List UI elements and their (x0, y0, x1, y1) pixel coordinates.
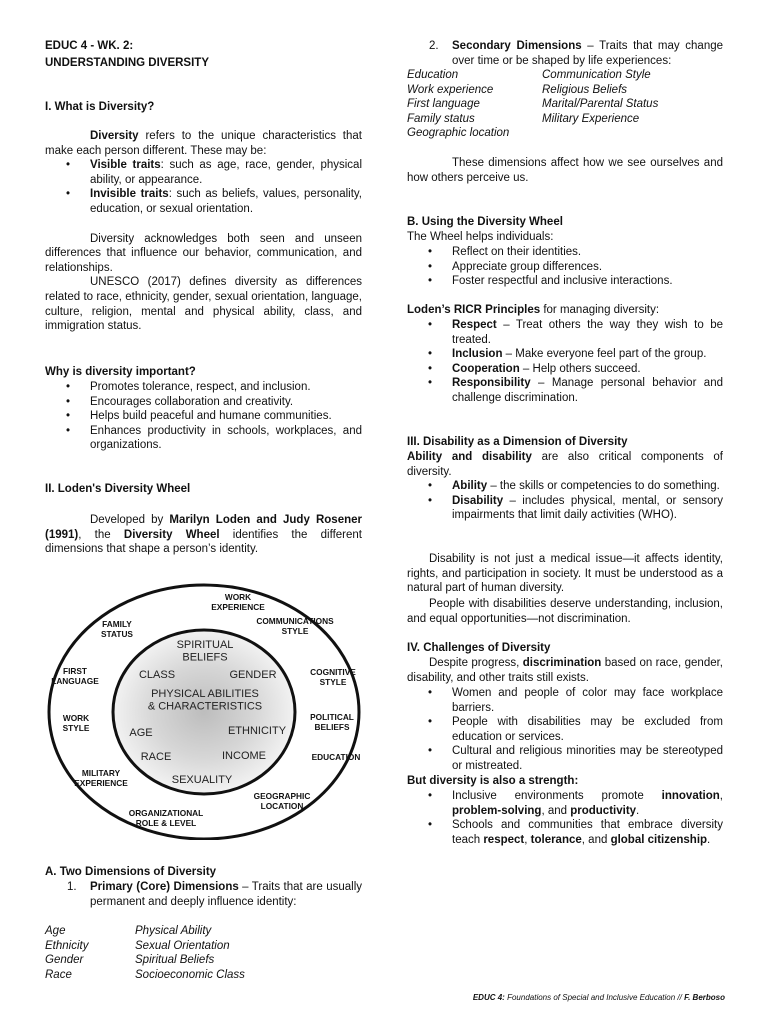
list-item: • Visible traits: such as age, race, gender, physical ability, or appearance. (45, 158, 362, 187)
wheel-use-intro: The Wheel helps individuals: (407, 231, 554, 243)
wheel-inner-label: & CHARACTERISTICS (147, 700, 263, 713)
paragraph: Diversity acknowledges both seen and unseen differences that influence our behavior, communication, and relationships. (45, 232, 362, 274)
wheel-outer-label: COGNITIVE (310, 667, 356, 677)
wheel-outer-label: WORK (62, 713, 90, 723)
wheel-outer-label: GEOGRAPHIC (253, 791, 311, 801)
list-item: • Promotes tolerance, respect, and inclusion. (45, 380, 362, 395)
wheel-inner-label: SEXUALITY (171, 774, 233, 786)
wheel-outer-label: FIRST (63, 666, 87, 676)
section-heading-using-wheel: B. Using the Diversity Wheel (407, 216, 563, 228)
paragraph: Despite progress, discrimination based on race, gender, disability, and other traits still exists. (407, 657, 723, 684)
ricr-list (407, 318, 723, 406)
list-item: • Disability – includes physical, mental, or sensory impairments that limit daily activities (WHO). (407, 494, 723, 523)
strength-list (407, 789, 723, 847)
list-item: • Cooperation – Help others succeed. (407, 362, 723, 377)
dimension: Socioeconomic Class (135, 968, 245, 981)
wheel-outer-label: MILITARY (81, 768, 121, 778)
wheel-intro: Developed by Marilyn Loden and Judy Rosener (1991), the Diversity Wheel identifies the different dimensions that shape a person’s identity. (45, 514, 362, 556)
paragraph: UNESCO (2017) defines diversity as differences related to race, ethnicity, gender, sexual orientation, language, culture, religion, mental and physical ability, class, and immigration status. (45, 276, 362, 333)
primary-dimension-table (45, 924, 362, 982)
diversity-definition: Diversity refers to the unique characteristics that make each person different. These may be: (45, 130, 362, 157)
list-item: • Inclusive environments promote innovation, problem-solving, and productivity. (407, 789, 723, 818)
list-item: • Encourages collaboration and creativity. (45, 395, 362, 410)
dimension: Spiritual Beliefs (135, 954, 215, 967)
wheel-inner-label: CLASS (138, 669, 176, 681)
wheel-use-list (407, 245, 723, 289)
trait-list (45, 158, 362, 216)
wheel-inner-label: ETHNICITY (227, 725, 287, 737)
wheel-outer-label: STYLE (62, 723, 90, 733)
dimension: Work experience (407, 83, 494, 96)
disability-intro: Ability and disability are also critical components of diversity. (407, 451, 723, 478)
diversity-wheel-diagram (45, 578, 365, 840)
wheel-outer-label: LOCATION (260, 801, 304, 811)
list-number: 2. (429, 40, 439, 52)
list-item: • Foster respectful and inclusive interactions. (407, 274, 723, 289)
wheel-outer-label: EXPERIENCE (211, 602, 265, 612)
section-heading-wheel: II. Loden's Diversity Wheel (45, 483, 191, 495)
dimension: Education (407, 69, 459, 81)
ricr-intro: Loden’s RICR Principles for managing diversity: (407, 304, 660, 316)
wheel-outer-label: STYLE (281, 626, 309, 636)
dimension: Communication Style (542, 69, 651, 81)
list-number: 1. (67, 881, 77, 893)
list-item: • Ability – the skills or competencies to do something. (407, 479, 723, 494)
wheel-outer-label: COMMUNICATIONS (256, 616, 334, 626)
dimension: Age (45, 925, 66, 937)
list-item: • Responsibility – Manage personal behavior and challenge discrimination. (407, 376, 723, 405)
wheel-outer-label: LANGUAGE (51, 676, 99, 686)
section-heading-dimensions: A. Two Dimensions of Diversity (45, 866, 217, 878)
wheel-outer-label: STYLE (319, 677, 347, 687)
dimension: First language (407, 98, 480, 111)
dimension: Military Experience (542, 112, 640, 125)
wheel-outer-label: EXPERIENCE (74, 778, 128, 788)
paragraph: People with disabilities deserve understanding, inclusion, and equal opportunities—not discrimination. (407, 598, 723, 625)
paragraph: These dimensions affect how we see ourselves and how others perceive us. (407, 157, 723, 184)
list-item: • Invisible traits: such as beliefs, values, personality, education, or sexual orientation. (45, 187, 362, 216)
list-item: • Respect – Treat others the way they wish to be treated. (407, 318, 723, 347)
dimension: Sexual Orientation (135, 939, 230, 952)
section-heading-challenges: IV. Challenges of Diversity (407, 642, 551, 654)
section-heading-why: Why is diversity important? (45, 366, 196, 378)
list-item: • Reflect on their identities. (407, 245, 723, 260)
dimension: Ethnicity (45, 939, 89, 952)
dimension: Family status (407, 112, 475, 125)
header-topic: UNDERSTANDING DIVERSITY (45, 57, 209, 69)
wheel-outer-label: ORGANIZATIONAL (128, 808, 204, 818)
list-item: • Inclusion – Make everyone feel part of the group. (407, 347, 723, 362)
wheel-inner-label: AGE (129, 727, 153, 739)
wheel-inner-label: INCOME (222, 750, 266, 762)
dimension: Gender (45, 954, 84, 967)
section-heading-disability: III. Disability as a Dimension of Diversity (407, 436, 628, 448)
list-item: • Cultural and religious minorities may be stereotyped or mistreated. (407, 744, 723, 773)
strength-heading: But diversity is also a strength: (407, 775, 579, 787)
wheel-outer-label: STATUS (101, 629, 133, 639)
section-what-body (45, 129, 362, 334)
wheel-outer-label: ROLE & LEVEL (135, 818, 197, 828)
wheel-outer-label: BELIEFS (314, 722, 350, 732)
wheel-inner-label: RACE (140, 751, 172, 763)
wheel-inner-label: GENDER (229, 669, 277, 681)
dimension: Religious Beliefs (542, 83, 628, 96)
wheel-outer-label: WORK (224, 592, 252, 602)
primary-dimensions: 1. Primary (Core) Dimensions – Traits that are usually permanent and deeply influence identity: (67, 881, 362, 908)
secondary-dimensions: 2. Secondary Dimensions – Traits that may change over time or be shaped by life experiences: (429, 40, 724, 67)
wheel-outer-label: FAMILY (102, 619, 132, 629)
dimension: Geographic location (407, 127, 510, 140)
wheel-inner-label: SPIRITUAL (176, 639, 234, 651)
dimension: Race (45, 968, 72, 981)
wheel-inner-label: PHYSICAL ABILITIES (151, 688, 259, 700)
ability-list (407, 479, 723, 523)
wheel-outer-label: POLITICAL (310, 712, 354, 722)
challenges-list (407, 686, 723, 774)
right-column (407, 0, 724, 846)
list-item: • Enhances productivity in schools, workplaces, and organizations. (45, 424, 362, 453)
paragraph: Disability is not just a medical issue—it affects identity, rights, and participation in society. It must be understood as a natural part of human diversity. (407, 553, 723, 595)
section-heading-what: I. What is Diversity? (45, 101, 155, 113)
wheel-outer-label: EDUCATION (311, 752, 361, 762)
wheel-inner-label: BELIEFS (182, 651, 228, 664)
dimension: Marital/Parental Status (542, 98, 659, 111)
why-list (45, 380, 362, 453)
list-item: • Schools and communities that embrace diversity teach respect, tolerance, and global citizenship. (407, 818, 723, 847)
page-footer: EDUC 4: Foundations of Special and Inclusive Education // F. Berboso (472, 993, 725, 1002)
dimension: Physical Ability (135, 925, 212, 937)
list-item: • Helps build peaceful and humane communities. (45, 409, 362, 424)
list-item: • Women and people of color may face workplace barriers. (407, 686, 723, 715)
list-item: • Appreciate group differences. (407, 260, 723, 275)
list-item: • People with disabilities may be excluded from education or services. (407, 715, 723, 744)
secondary-dimension-table (407, 68, 723, 141)
header-course: EDUC 4 - WK. 2: (45, 40, 134, 52)
